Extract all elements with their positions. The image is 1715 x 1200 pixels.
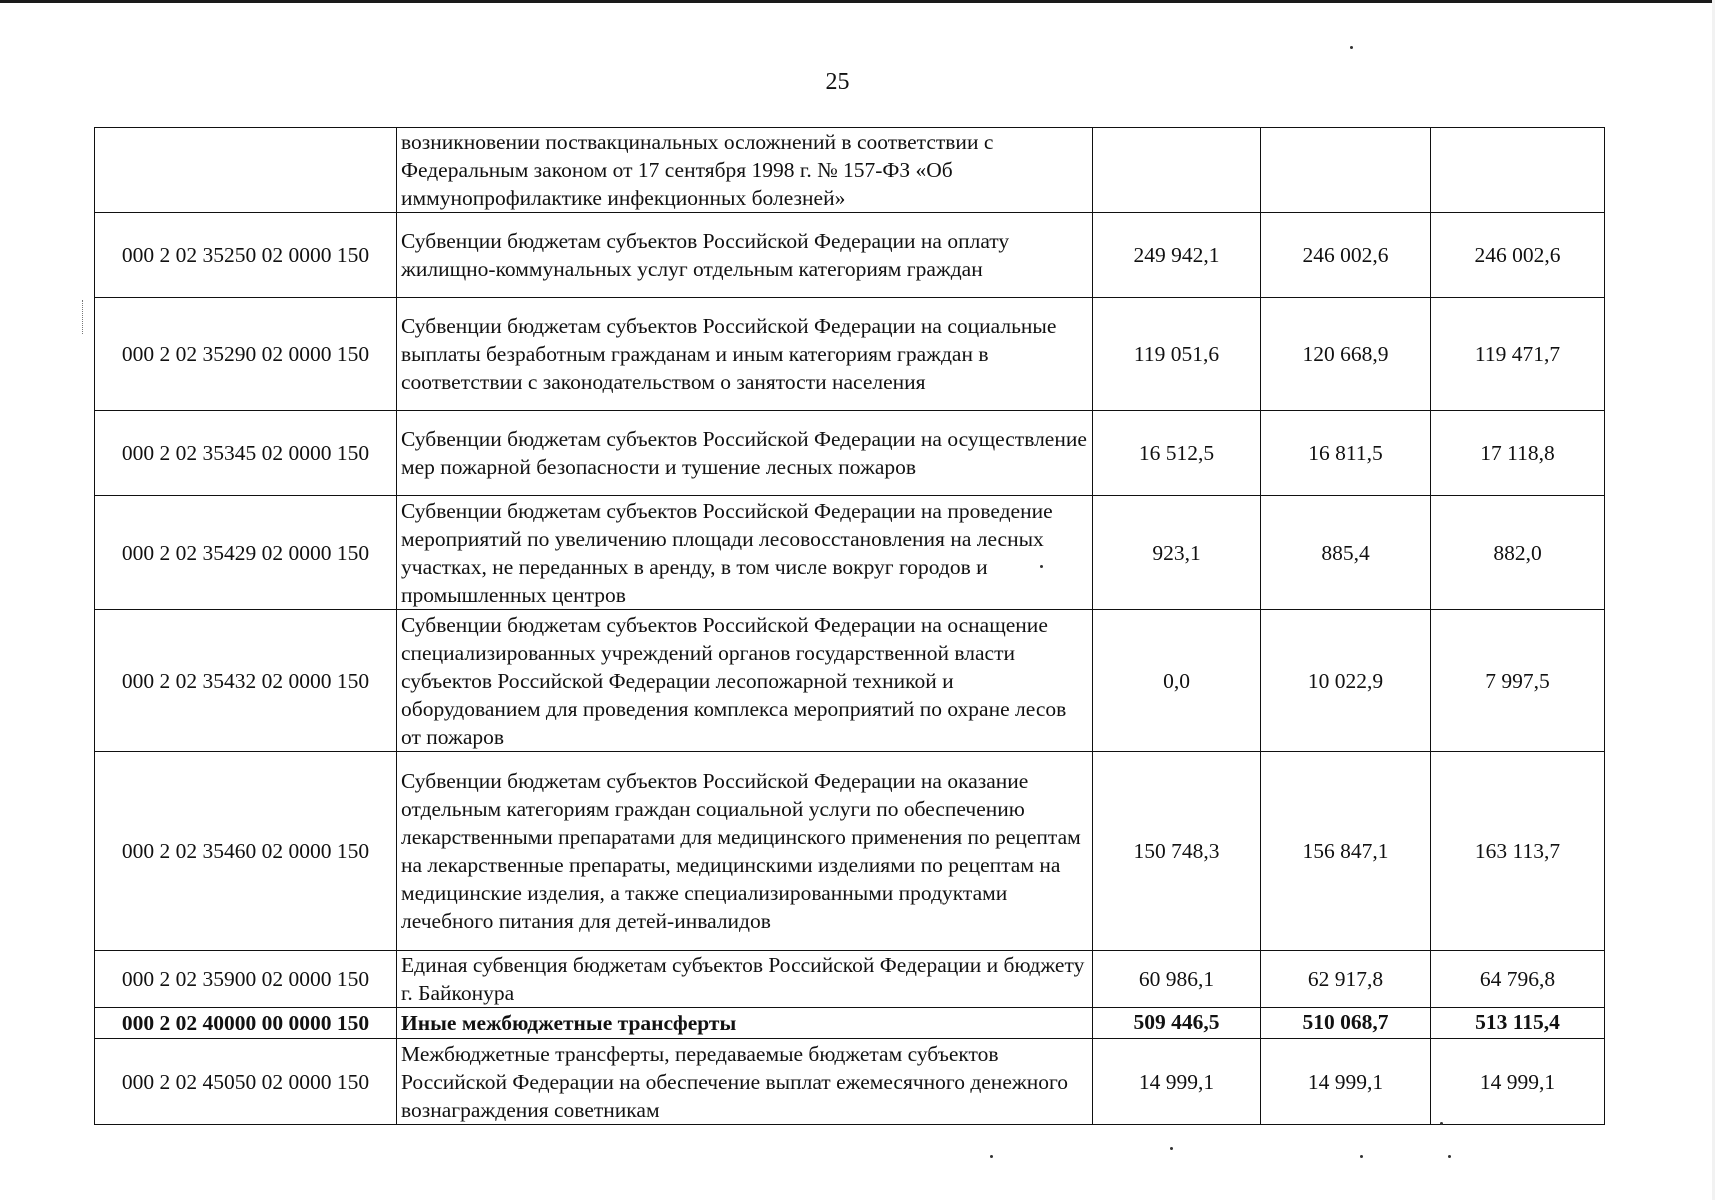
scan-speck xyxy=(1040,565,1043,568)
budget-code-cell: 000 2 02 35345 02 0000 150 xyxy=(95,411,397,496)
budget-code-cell: 000 2 02 35460 02 0000 150 xyxy=(95,752,397,951)
budget-code-cell: 000 2 02 35900 02 0000 150 xyxy=(95,951,397,1008)
scan-speck xyxy=(990,1155,993,1158)
table-row xyxy=(95,610,1605,752)
year2-amount-cell: 156 847,1 xyxy=(1261,752,1431,951)
table-row xyxy=(95,213,1605,298)
year3-amount-cell: 64 796,8 xyxy=(1431,951,1605,1008)
table-row xyxy=(95,496,1605,610)
scan-speck xyxy=(1170,1147,1173,1150)
scan-speck xyxy=(1350,46,1353,49)
year3-amount-cell: 513 115,4 xyxy=(1431,1008,1605,1039)
table-row xyxy=(95,752,1605,951)
revenue-name-cell: возникновении поствакцинальных осложнений в соответствии с Федеральным законом от 17 сентября 1998 г. № 157-ФЗ «Об иммунопрофилактике инфекционных болезней» xyxy=(397,128,1093,213)
year3-amount-cell xyxy=(1431,128,1605,213)
budget-code-cell xyxy=(95,128,397,213)
year2-amount-cell xyxy=(1261,128,1431,213)
year3-amount-cell: 119 471,7 xyxy=(1431,298,1605,411)
revenue-name-cell: Субвенции бюджетам субъектов Российской Федерации на оснащение специализированных учреждений органов государственной власти субъектов Российской Федерации лесопожарной техникой и оборудованием для проведения комплекса мероприятий по охране лесов от пожаров xyxy=(397,610,1093,752)
revenue-name-cell: Субвенции бюджетам субъектов Российской Федерации на оказание отдельным категориям граждан социальной услуги по обеспечению лекарственными препаратами для медицинского применения по рецептам на лекарственные препараты, медицинскими изделиями по рецептам на медицинские изделия, а также специализированными продуктами лечебного питания для детей-инвалидов xyxy=(397,752,1093,951)
budget-code-cell: 000 2 02 35250 02 0000 150 xyxy=(95,213,397,298)
budget-revenue-table xyxy=(94,127,1605,1125)
year1-amount-cell: 509 446,5 xyxy=(1093,1008,1261,1039)
year3-amount-cell: 7 997,5 xyxy=(1431,610,1605,752)
year2-amount-cell: 246 002,6 xyxy=(1261,213,1431,298)
scan-speck xyxy=(1360,1155,1363,1158)
year2-amount-cell: 62 917,8 xyxy=(1261,951,1431,1008)
year3-amount-cell: 882,0 xyxy=(1431,496,1605,610)
year2-amount-cell: 16 811,5 xyxy=(1261,411,1431,496)
year3-amount-cell: 14 999,1 xyxy=(1431,1039,1605,1125)
year1-amount-cell: 923,1 xyxy=(1093,496,1261,610)
revenue-name-cell: Межбюджетные трансферты, передаваемые бюджетам субъектов Российской Федерации на обеспечение выплат ежемесячного денежного вознаграждения советникам xyxy=(397,1039,1093,1125)
year2-amount-cell: 14 999,1 xyxy=(1261,1039,1431,1125)
year2-amount-cell: 885,4 xyxy=(1261,496,1431,610)
budget-code-cell: 000 2 02 35429 02 0000 150 xyxy=(95,496,397,610)
year1-amount-cell: 0,0 xyxy=(1093,610,1261,752)
year1-amount-cell: 60 986,1 xyxy=(1093,951,1261,1008)
scan-speck xyxy=(1448,1155,1451,1158)
year1-amount-cell: 119 051,6 xyxy=(1093,298,1261,411)
revenue-name-cell: Субвенции бюджетам субъектов Российской Федерации на осуществление мер пожарной безопасности и тушение лесных пожаров xyxy=(397,411,1093,496)
budget-table-body xyxy=(95,128,1605,1125)
budget-code-cell: 000 2 02 45050 02 0000 150 xyxy=(95,1039,397,1125)
budget-code-cell: 000 2 02 40000 00 0000 150 xyxy=(95,1008,397,1039)
year3-amount-cell: 17 118,8 xyxy=(1431,411,1605,496)
year2-amount-cell: 120 668,9 xyxy=(1261,298,1431,411)
revenue-name-cell: Субвенции бюджетам субъектов Российской Федерации на оплату жилищно-коммунальных услуг отдельным категориям граждан xyxy=(397,213,1093,298)
year3-amount-cell: 163 113,7 xyxy=(1431,752,1605,951)
revenue-name-cell: Единая субвенция бюджетам субъектов Российской Федерации и бюджету г. Байконура xyxy=(397,951,1093,1008)
budget-code-cell: 000 2 02 35290 02 0000 150 xyxy=(95,298,397,411)
year3-amount-cell: 246 002,6 xyxy=(1431,213,1605,298)
page-number: 25 xyxy=(825,69,850,95)
year1-amount-cell: 150 748,3 xyxy=(1093,752,1261,951)
revenue-name-cell: Субвенции бюджетам субъектов Российской Федерации на проведение мероприятий по увеличению площади лесовосстановления на лесных участках, не переданных в аренду, в том числе вокруг городов и промышленных центров xyxy=(397,496,1093,610)
budget-code-cell: 000 2 02 35432 02 0000 150 xyxy=(95,610,397,752)
year2-amount-cell: 10 022,9 xyxy=(1261,610,1431,752)
year1-amount-cell: 14 999,1 xyxy=(1093,1039,1261,1125)
table-row xyxy=(95,128,1605,213)
scan-top-edge xyxy=(0,0,1715,3)
table-row-subtotal xyxy=(95,1008,1605,1039)
revenue-name-cell: Субвенции бюджетам субъектов Российской Федерации на социальные выплаты безработным гражданам и иным категориям граждан в соответствии с законодательством о занятости населения xyxy=(397,298,1093,411)
year2-amount-cell: 510 068,7 xyxy=(1261,1008,1431,1039)
table-row xyxy=(95,411,1605,496)
table-row xyxy=(95,951,1605,1008)
year1-amount-cell xyxy=(1093,128,1261,213)
scan-speck xyxy=(1440,1122,1443,1125)
table-row xyxy=(95,298,1605,411)
table-row xyxy=(95,1039,1605,1125)
year1-amount-cell: 16 512,5 xyxy=(1093,411,1261,496)
margin-binding-mark xyxy=(82,300,91,334)
year1-amount-cell: 249 942,1 xyxy=(1093,213,1261,298)
revenue-name-cell: Иные межбюджетные трансферты xyxy=(397,1008,1093,1039)
